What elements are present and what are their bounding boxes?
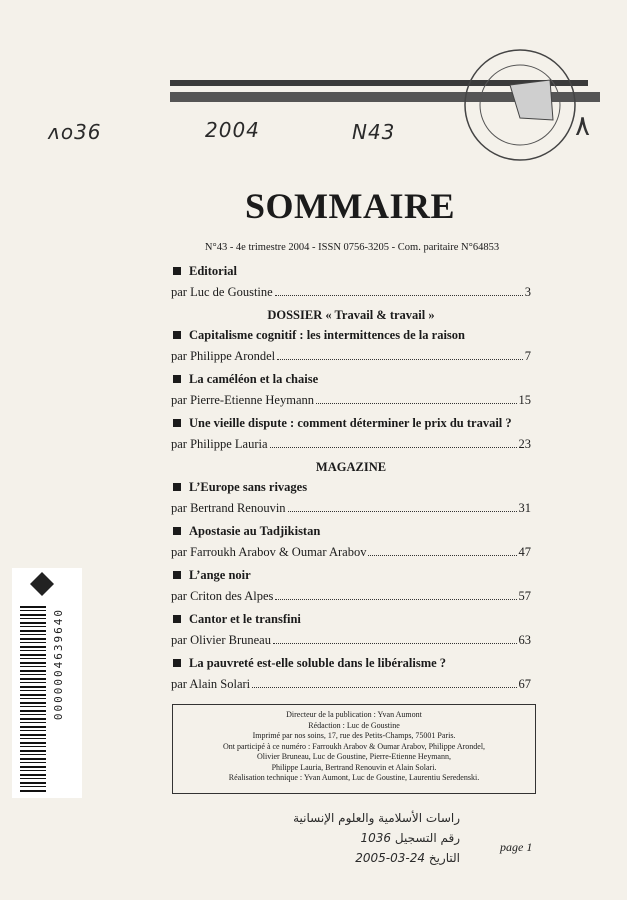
handwritten-number: ʌo36 [48, 120, 102, 144]
toc-entry-author: par Luc de Goustine [171, 285, 273, 299]
toc-entry-title [171, 523, 531, 540]
toc-entry-author: par Alain Solari [171, 677, 251, 691]
toc-entry-title-text: Editorial [189, 264, 237, 278]
toc-entry-author-line [171, 588, 531, 605]
handwritten-issue: N43 [352, 120, 396, 144]
toc-entry-title [171, 415, 531, 432]
bullet-square-icon [173, 483, 181, 491]
dot-leader [273, 643, 517, 644]
toc-entry-author-line [171, 436, 531, 453]
bullet-square-icon [173, 659, 181, 667]
toc-entry-title-text: Une vieille dispute : comment déterminer le prix du travail ? [189, 416, 512, 430]
barcode-label [12, 568, 82, 798]
toc-entry-title-text: La caméléon et la chaise [189, 372, 319, 386]
bullet-square-icon [173, 615, 181, 623]
dot-leader [368, 555, 516, 556]
arabic-line-1: راسات الأسلامية والعلوم الإنسانية [293, 811, 460, 825]
bullet-square-icon [173, 331, 181, 339]
credits-line: Rédaction : Luc de Goustine [308, 720, 400, 730]
credits-line: Olivier Bruneau, Luc de Goustine, Pierre-Etienne Heymann, [257, 752, 451, 761]
credits-line: Philippe Lauria, Bertrand Renouvin et Alain Solari. [271, 762, 437, 772]
issue-line: N°43 - 4e trimestre 2004 - ISSN 0756-3205 - Com. paritaire N°64853 [204, 242, 500, 253]
toc-entry-page: 47 [518, 545, 531, 559]
toc-entry-title [171, 371, 531, 388]
dot-leader [288, 511, 517, 512]
toc-entry-page: 7 [524, 349, 531, 363]
dot-leader [275, 599, 516, 600]
barcode-logo [30, 572, 54, 596]
toc-entry-author-line [171, 348, 531, 365]
dot-leader [270, 447, 517, 448]
page-title: SOMMAIRE [245, 186, 455, 226]
toc-entry-page: 15 [518, 393, 531, 407]
bullet-square-icon [173, 267, 181, 275]
credits-line: Ont participé à ce numéro : Farroukh Arabov & Oumar Arabov, Philippe Arondel, [222, 741, 486, 751]
svg-text:٨: ٨ [575, 109, 591, 142]
handwritten-year: 2004 [205, 118, 260, 142]
toc-entry-title-text: Capitalisme cognitif : les intermittences de la raison [189, 328, 465, 342]
toc-entry-page: 3 [524, 285, 531, 299]
toc-entry-title [171, 327, 531, 344]
dot-leader [252, 687, 516, 688]
toc-entry-title [171, 567, 531, 584]
toc-entry-page: 63 [518, 633, 531, 647]
registration-date: 24-03-2005 [355, 851, 426, 865]
toc-entry-author: par Philippe Lauria [171, 437, 268, 451]
toc-entry-title [171, 655, 531, 672]
toc-entry-title [171, 263, 531, 280]
bullet-square-icon [173, 419, 181, 427]
toc-entry-title-text: L’ange noir [189, 568, 251, 582]
toc-entry-page: 23 [518, 437, 531, 451]
arabic-registration-stamp [220, 808, 460, 868]
toc-entry-title-text: Cantor et le transfini [189, 612, 301, 626]
table-of-contents [171, 263, 531, 699]
toc-entry-author: par Olivier Bruneau [171, 633, 271, 647]
toc-entry-title-text: Apostasie au Tadjikistan [189, 524, 321, 538]
toc-section-heading: MAGAZINE [315, 460, 387, 474]
toc-entry-author: par Bertrand Renouvin [171, 501, 286, 515]
credits-line: Réalisation technique : Yvan Aumont, Luc de Goustine, Laurentiu Seredenski. [228, 773, 480, 782]
barcode-bars [20, 606, 46, 794]
toc-entry-author-line [171, 284, 531, 301]
arabic-line-2: رقم التسجيل 1036 [360, 831, 460, 845]
page-number: page 1 [500, 840, 533, 854]
dot-leader [277, 359, 523, 360]
bullet-square-icon [173, 571, 181, 579]
toc-entry-author-line [171, 544, 531, 561]
toc-entry-author-line [171, 676, 531, 693]
dot-leader [316, 403, 517, 404]
toc-entry-author: par Criton des Alpes [171, 589, 274, 603]
toc-entry-author: par Pierre-Etienne Heymann [171, 393, 314, 407]
bullet-square-icon [173, 527, 181, 535]
toc-entry-title [171, 611, 531, 628]
toc-entry-author-line [171, 632, 531, 649]
library-stamp [455, 40, 591, 170]
credits-line: Directeur de la publication : Yvan Aumont [286, 710, 422, 719]
toc-entry-title-text: La pauvreté est-elle soluble dans le libéralisme ? [189, 656, 447, 670]
toc-entry-page: 67 [518, 677, 531, 691]
toc-entry-page: 31 [518, 501, 531, 515]
barcode-number: 0000004639640 [52, 608, 65, 721]
registration-number: 1036 [360, 831, 392, 845]
toc-entry-author-line [171, 500, 531, 517]
toc-entry-title-text: L’Europe sans rivages [189, 480, 308, 494]
toc-entry-author: par Philippe Arondel [171, 349, 276, 363]
arabic-line-3: التاريخ 24-03-2005 [355, 851, 460, 865]
credits-box [172, 704, 536, 794]
credits-line: Imprimé par nos soins, 17, rue des Petits-Champs, 75001 Paris. [252, 731, 456, 740]
toc-section-heading: DOSSIER « Travail & travail » [267, 308, 435, 322]
bullet-square-icon [173, 375, 181, 383]
dot-leader [275, 295, 523, 296]
toc-entry-page: 57 [518, 589, 531, 603]
toc-entry-title [171, 479, 531, 496]
toc-entry-author-line [171, 392, 531, 409]
toc-entry-author: par Farroukh Arabov & Oumar Arabov [171, 545, 367, 559]
